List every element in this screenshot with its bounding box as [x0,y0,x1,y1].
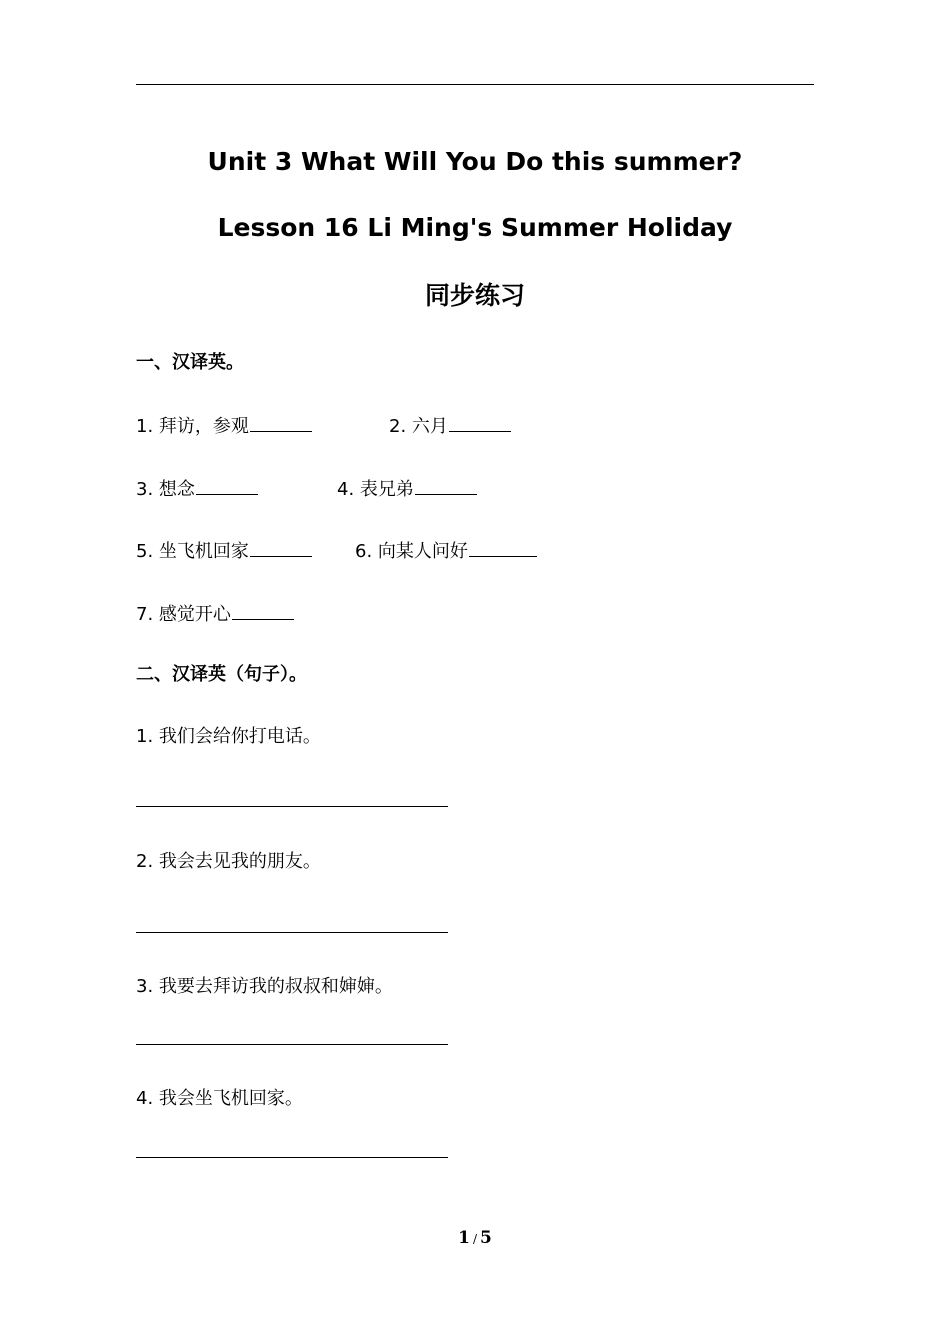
sentence-answer-line-2[interactable] [136,932,448,933]
vocab-item-5 [136,538,312,564]
sentence-answer-line-4[interactable] [136,1157,448,1158]
page-number [0,1227,950,1250]
sentence-item-3: 3. 我要去拜访我的叔叔和婶婶。 [136,976,393,997]
vocab-item-3 [136,476,258,502]
vocab-item-label: 3. 想念 [136,479,195,500]
lesson-title: Lesson 16 Li Ming's Summer Holiday [217,213,733,242]
vocab-item-label: 7. 感觉开心 [136,604,231,625]
answer-blank[interactable] [232,601,294,620]
section-2-heading: 二、汉译英（句子）。 [136,664,307,685]
vocab-item-label: 2. 六月 [389,416,448,437]
vocab-item-6 [355,538,537,564]
answer-blank[interactable] [415,476,477,495]
page-total: 5 [480,1228,492,1248]
vocab-item-7 [136,601,294,627]
sentence-item-2: 2. 我会去见我的朋友。 [136,851,321,872]
vocab-item-label: 5. 坐飞机回家 [136,541,249,562]
answer-blank[interactable] [250,413,312,432]
sentence-item-4: 4. 我会坐飞机回家。 [136,1088,303,1109]
vocab-item-4 [337,476,477,502]
exercise-title: 同步练习 [424,281,525,310]
vocab-item-2 [389,413,511,439]
vocab-item-label: 6. 向某人问好 [355,541,468,562]
section-1-heading: 一、汉译英。 [136,352,244,373]
page-separator: / [472,1232,478,1246]
sentence-item-1: 1. 我们会给你打电话。 [136,726,321,747]
page-current: 1 [458,1228,470,1248]
answer-blank[interactable] [469,538,537,557]
sentence-answer-line-1[interactable] [136,806,448,807]
answer-blank[interactable] [449,413,511,432]
vocab-item-label: 4. 表兄弟 [337,479,414,500]
unit-title: Unit 3 What Will You Do this summer? [207,147,743,176]
answer-blank[interactable] [196,476,258,495]
answer-blank[interactable] [250,538,312,557]
vocab-item-label: 1. 拜访，参观 [136,416,249,437]
header-rule [136,84,814,85]
sentence-answer-line-3[interactable] [136,1044,448,1045]
vocab-item-1 [136,413,312,439]
